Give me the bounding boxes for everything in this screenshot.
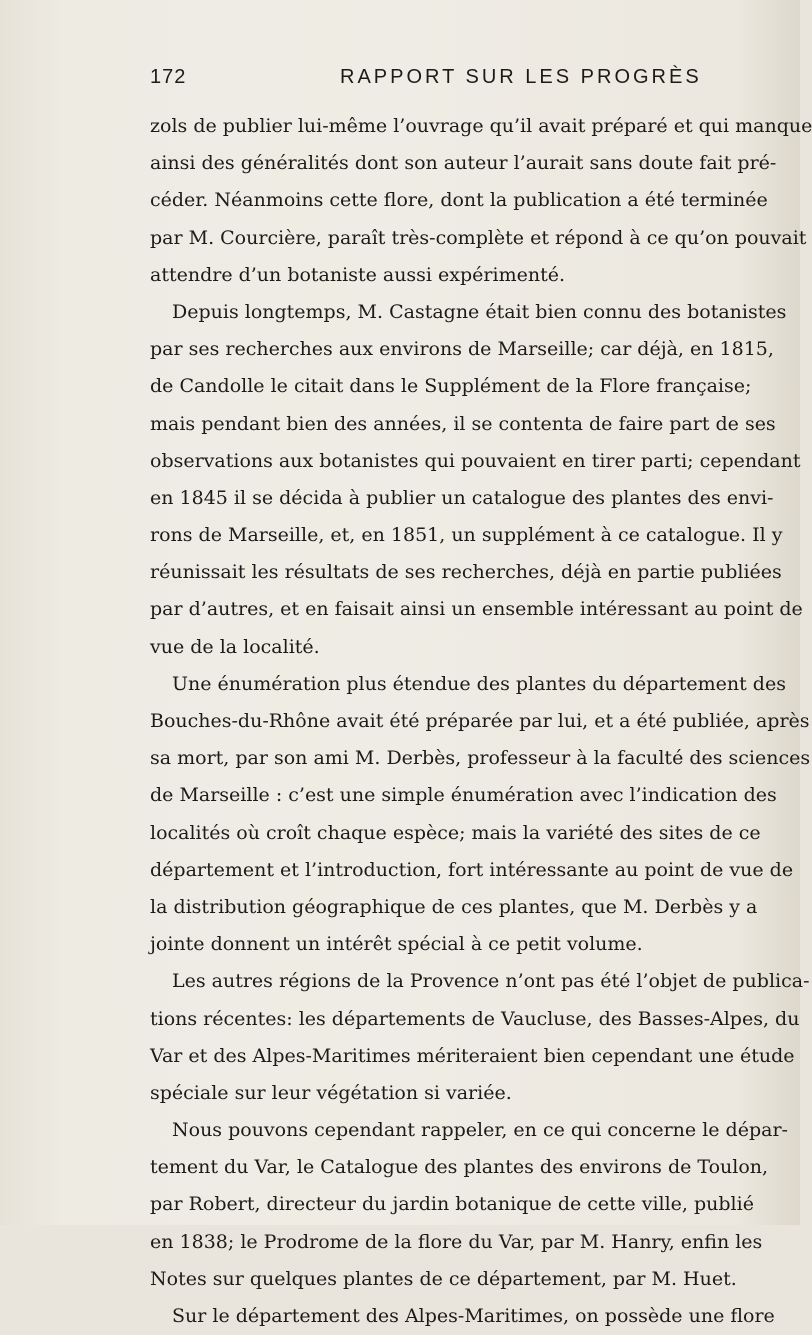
text-line: par ses recherches aux environs de Marseille; car déjà, en 1815,: [150, 338, 774, 361]
page-header: [150, 66, 710, 96]
text-line: ainsi des généralités dont son auteur l’aurait sans doute fait pré-: [150, 152, 777, 175]
text-line: spéciale sur leur végétation si variée.: [150, 1081, 512, 1104]
text-line: localités où croît chaque espèce; mais la variété des sites de ce: [150, 821, 761, 844]
text-line: céder. Néanmoins cette flore, dont la publication a été terminée: [150, 189, 768, 212]
text-line: de Marseille : c’est une simple énumération avec l’indication des: [150, 784, 777, 807]
text-line: la distribution géographique de ces plantes, que M. Derbès y a: [150, 895, 758, 918]
text-line: Notes sur quelques plantes de ce département, par M. Huet.: [150, 1267, 737, 1290]
text-line: tement du Var, le Catalogue des plantes des environs de Toulon,: [150, 1156, 769, 1179]
text-line: par d’autres, et en faisait ainsi un ensemble intéressant au point de: [150, 598, 803, 621]
text-line: sa mort, par son ami M. Derbès, professeur à la faculté des sciences: [150, 747, 811, 770]
body-text: [150, 108, 812, 1335]
text-line: par M. Courcière, paraît très-complète et répond à ce qu’on pouvait: [150, 226, 807, 249]
text-line: tions récentes: les départements de Vaucluse, des Basses-Alpes, du: [150, 1007, 800, 1030]
text-line: observations aux botanistes qui pouvaient en tirer parti; cependant: [150, 449, 801, 472]
text-line: Var et des Alpes-Maritimes mériteraient bien cependant une étude: [150, 1044, 795, 1067]
page-number: 172: [150, 66, 187, 88]
text-line: Depuis longtemps, M. Castagne était bien connu des botanistes: [172, 300, 787, 323]
text-line: Sur le département des Alpes-Maritimes, on possède une flore: [172, 1305, 775, 1327]
text-line: Bouches-du-Rhône avait été préparée par lui, et a été publiée, après: [150, 710, 810, 732]
text-line: par Robert, directeur du jardin botanique de cette ville, publié: [150, 1193, 754, 1216]
text-line: département et l’introduction, fort intéressante au point de vue de: [150, 858, 794, 881]
text-line: réunissait les résultats de ses recherches, déjà en partie publiées: [150, 561, 782, 584]
text-line: Les autres régions de la Provence n’ont pas été l’objet de publica-: [172, 970, 810, 993]
text-line: zols de publier lui-même l’ouvrage qu’il avait préparé et qui manque: [150, 115, 812, 137]
text-line: en 1845 il se décida à publier un catalogue des plantes des envi-: [150, 486, 774, 509]
text-line: attendre d’un botaniste aussi expérimenté.: [150, 263, 565, 286]
running-head: RAPPORT SUR LES PROGRÈS: [340, 66, 702, 88]
text-line: Nous pouvons cependant rappeler, en ce qui concerne le dépar-: [172, 1119, 788, 1142]
text-line: vue de la localité.: [150, 635, 320, 658]
text-line: mais pendant bien des années, il se contenta de faire part de ses: [150, 412, 776, 435]
text-line: de Candolle le citait dans le Supplément de la Flore française;: [150, 375, 752, 398]
text-line: jointe donnent un intérêt spécial à ce petit volume.: [150, 933, 643, 956]
text-line: Une énumération plus étendue des plantes du département des: [172, 672, 786, 695]
text-line: rons de Marseille, et, en 1851, un supplément à ce catalogue. Il y: [150, 524, 783, 547]
text-line: en 1838; le Prodrome de la flore du Var, par M. Hanry, enfin les: [150, 1230, 763, 1253]
